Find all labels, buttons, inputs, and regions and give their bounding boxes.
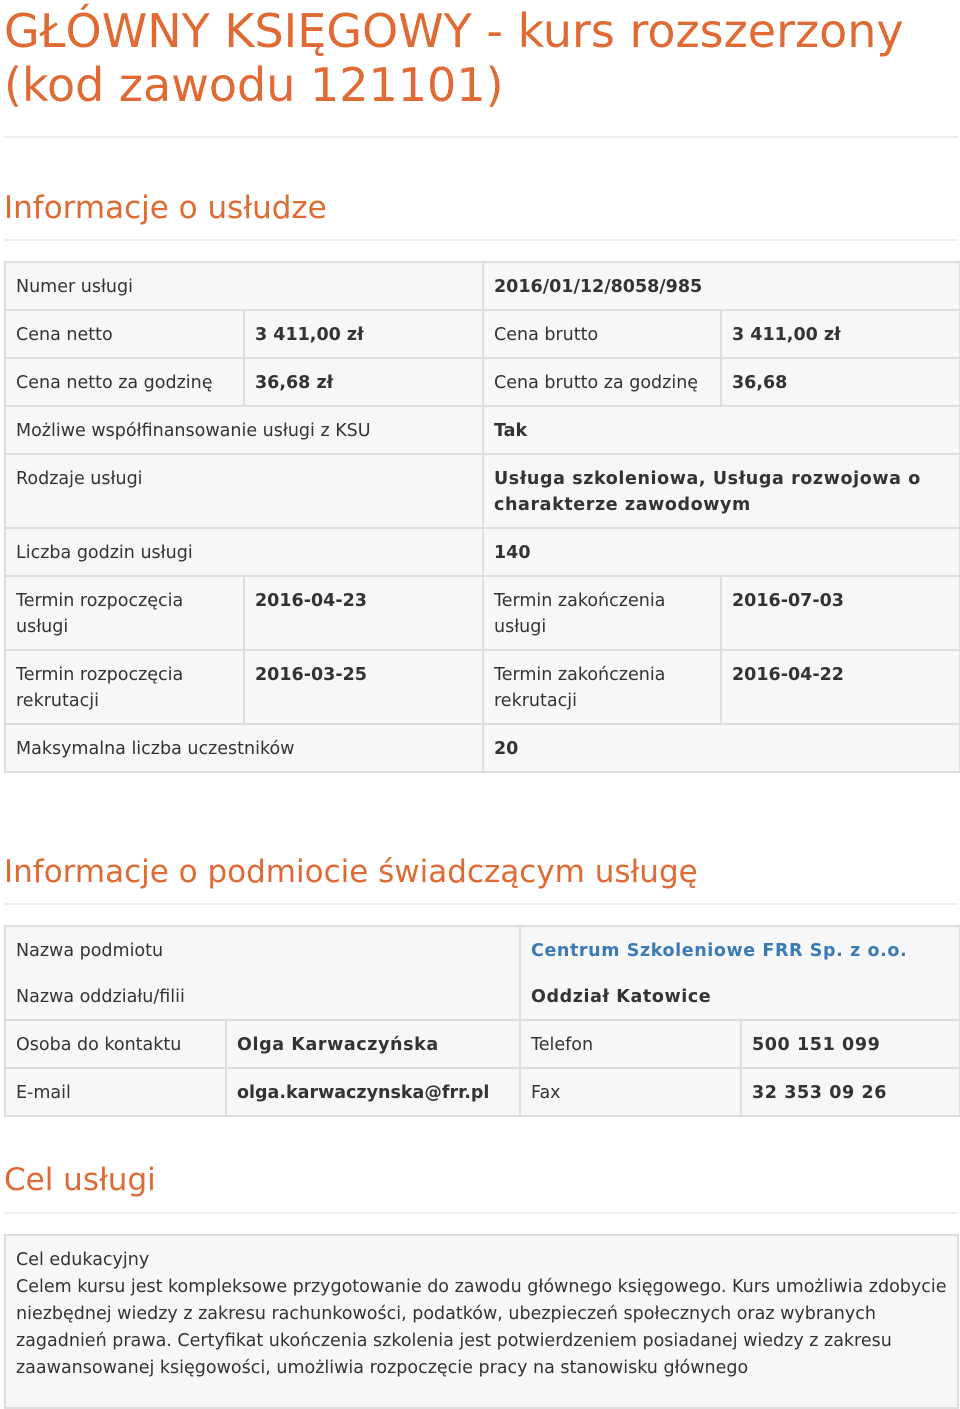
gross-price-label: Cena brutto — [483, 310, 721, 358]
service-goal-heading: Cel usługi — [4, 1162, 156, 1198]
cofinancing-value: Tak — [483, 406, 960, 454]
recruitment-end-value: 2016-04-22 — [721, 650, 960, 724]
provider-name-label: Nazwa podmiotu — [5, 926, 520, 973]
table-row — [5, 262, 960, 310]
table-row — [5, 310, 960, 358]
max-participants-value: 20 — [483, 724, 960, 772]
hours-label: Liczba godzin usługi — [5, 528, 483, 576]
hours-value: 140 — [483, 528, 960, 576]
divider — [4, 239, 958, 241]
table-row — [5, 1068, 960, 1116]
table-row — [5, 1020, 960, 1068]
email-label: E-mail — [5, 1068, 226, 1116]
table-row — [5, 650, 960, 724]
provider-name-link[interactable]: Centrum Szkoleniowe FRR Sp. z o.o. — [520, 926, 960, 973]
fax-label: Fax — [520, 1068, 741, 1116]
recruitment-start-label: Termin rozpoczęcia rekrutacji — [5, 650, 244, 724]
service-number-label: Numer usługi — [5, 262, 483, 310]
phone-label: Telefon — [520, 1020, 741, 1068]
service-info-table — [4, 261, 960, 773]
table-row — [5, 454, 960, 528]
gross-price-hour-label: Cena brutto za godzinę — [483, 358, 721, 406]
service-end-label: Termin zakończenia usługi — [483, 576, 721, 650]
service-end-value: 2016-07-03 — [721, 576, 960, 650]
goal-label: Cel edukacyjny — [16, 1250, 150, 1270]
divider — [4, 1212, 958, 1214]
fax-value: 32 353 09 26 — [741, 1068, 960, 1116]
table-row — [5, 576, 960, 650]
branch-name-label: Nazwa oddziału/filii — [5, 973, 520, 1020]
gross-price-hour-value: 36,68 — [721, 358, 960, 406]
cofinancing-label: Możliwe współfinansowanie usługi z KSU — [5, 406, 483, 454]
table-row — [5, 973, 960, 1020]
service-info-heading: Informacje o usłudze — [4, 190, 327, 226]
branch-name-value: Oddział Katowice — [520, 973, 960, 1020]
phone-value: 500 151 099 — [741, 1020, 960, 1068]
email-value: olga.karwaczynska@frr.pl — [226, 1068, 520, 1116]
gross-price-value: 3 411,00 zł — [721, 310, 960, 358]
page-title: GŁÓWNY KSIĘGOWY - kurs rozszerzony (kod zawodu 121101) — [4, 4, 904, 112]
table-row — [5, 926, 960, 973]
contact-person-value: Olga Karwaczyńska — [226, 1020, 520, 1068]
service-start-label: Termin rozpoczęcia usługi — [5, 576, 244, 650]
divider — [4, 903, 958, 905]
service-number-value: 2016/01/12/8058/985 — [483, 262, 960, 310]
net-price-label: Cena netto — [5, 310, 244, 358]
recruitment-start-value: 2016-03-25 — [244, 650, 483, 724]
provider-info-table — [4, 925, 960, 1117]
contact-person-label: Osoba do kontaktu — [5, 1020, 226, 1068]
net-price-hour-label: Cena netto za godzinę — [5, 358, 244, 406]
provider-info-heading: Informacje o podmiocie świadczącym usługę — [4, 854, 698, 890]
table-row — [5, 528, 960, 576]
table-row — [5, 724, 960, 772]
service-types-value: Usługa szkoleniowa, Usługa rozwojowa o charakterze zawodowym — [483, 454, 960, 528]
service-start-value: 2016-04-23 — [244, 576, 483, 650]
net-price-hour-value: 36,68 zł — [244, 358, 483, 406]
max-participants-label: Maksymalna liczba uczestników — [5, 724, 483, 772]
divider — [4, 136, 958, 138]
recruitment-end-label: Termin zakończenia rekrutacji — [483, 650, 721, 724]
table-row — [5, 358, 960, 406]
service-types-label: Rodzaje usługi — [5, 454, 483, 528]
table-row — [5, 406, 960, 454]
service-goal-box — [4, 1234, 959, 1409]
net-price-value: 3 411,00 zł — [244, 310, 483, 358]
goal-text: Celem kursu jest kompleksowe przygotowanie do zawodu głównego księgowego. Kurs umożliwia zdobycie niezbędnej wiedzy z zakresu rachunkowości, podatków, ubezpieczeń społecznych oraz wybranych zagadnień prawa. Certyfikat ukończenia szkolenia jest potwierdzeniem posiadanej wiedzy z zakresu zaawansowanej księgowości, umożliwia rozpoczęcie pracy na stanowisku głównego — [16, 1277, 947, 1378]
